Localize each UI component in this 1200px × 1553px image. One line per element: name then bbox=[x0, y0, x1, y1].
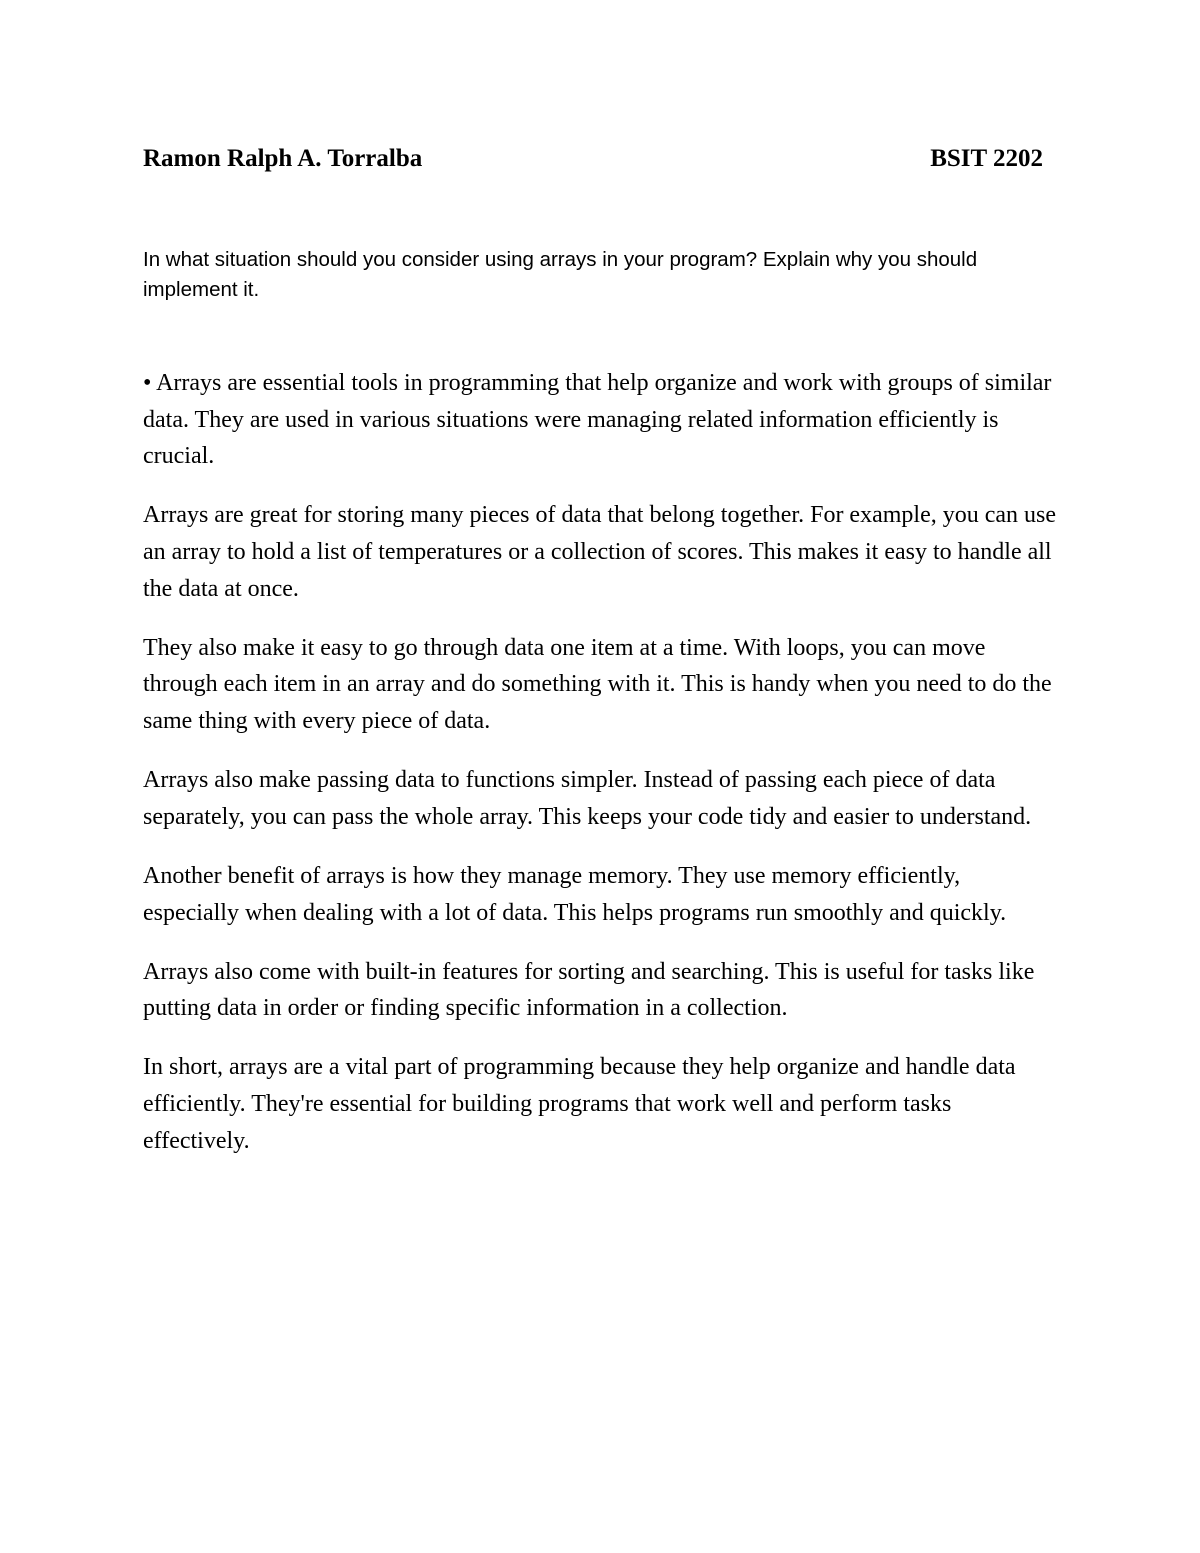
student-name: Ramon Ralph A. Torralba bbox=[143, 145, 423, 172]
answer-paragraph: In short, arrays are a vital part of programming because they help organize and handle data efficiently. They're essential for building programs that work well and perform tasks effectively. bbox=[143, 1054, 1016, 1154]
answer-paragraph: They also make it easy to go through data one item at a time. With loops, you can move through each item in an array and do something with it. This is handy when you need to do the same thing with every piece of data. bbox=[143, 634, 1052, 734]
answer-paragraph: Another benefit of arrays is how they manage memory. They use memory efficiently, especially when dealing with a lot of data. This helps programs run smoothly and quickly. bbox=[143, 862, 1007, 926]
answer-paragraph: Arrays are great for storing many pieces of data that belong together. For example, you can use an array to hold a list of temperatures or a collection of scores. This makes it easy to handle all the data at once. bbox=[143, 502, 1057, 602]
answer-body bbox=[143, 365, 1058, 1182]
question-prompt: In what situation should you consider using arrays in your program? Explain why you should implement it. bbox=[143, 248, 978, 301]
answer-paragraph: • Arrays are essential tools in programming that help organize and work with groups of similar data. They are used in various situations were managing related information efficiently is crucial. bbox=[143, 370, 1052, 470]
document-header bbox=[143, 141, 1043, 177]
class-section: BSIT 2202 bbox=[930, 145, 1043, 172]
answer-paragraph: Arrays also come with built-in features for sorting and searching. This is useful for tasks like putting data in order or finding specific information in a collection. bbox=[143, 958, 1035, 1022]
answer-paragraph: Arrays also make passing data to functions simpler. Instead of passing each piece of data separately, you can pass the whole array. This keeps your code tidy and easier to understand. bbox=[143, 767, 1032, 830]
